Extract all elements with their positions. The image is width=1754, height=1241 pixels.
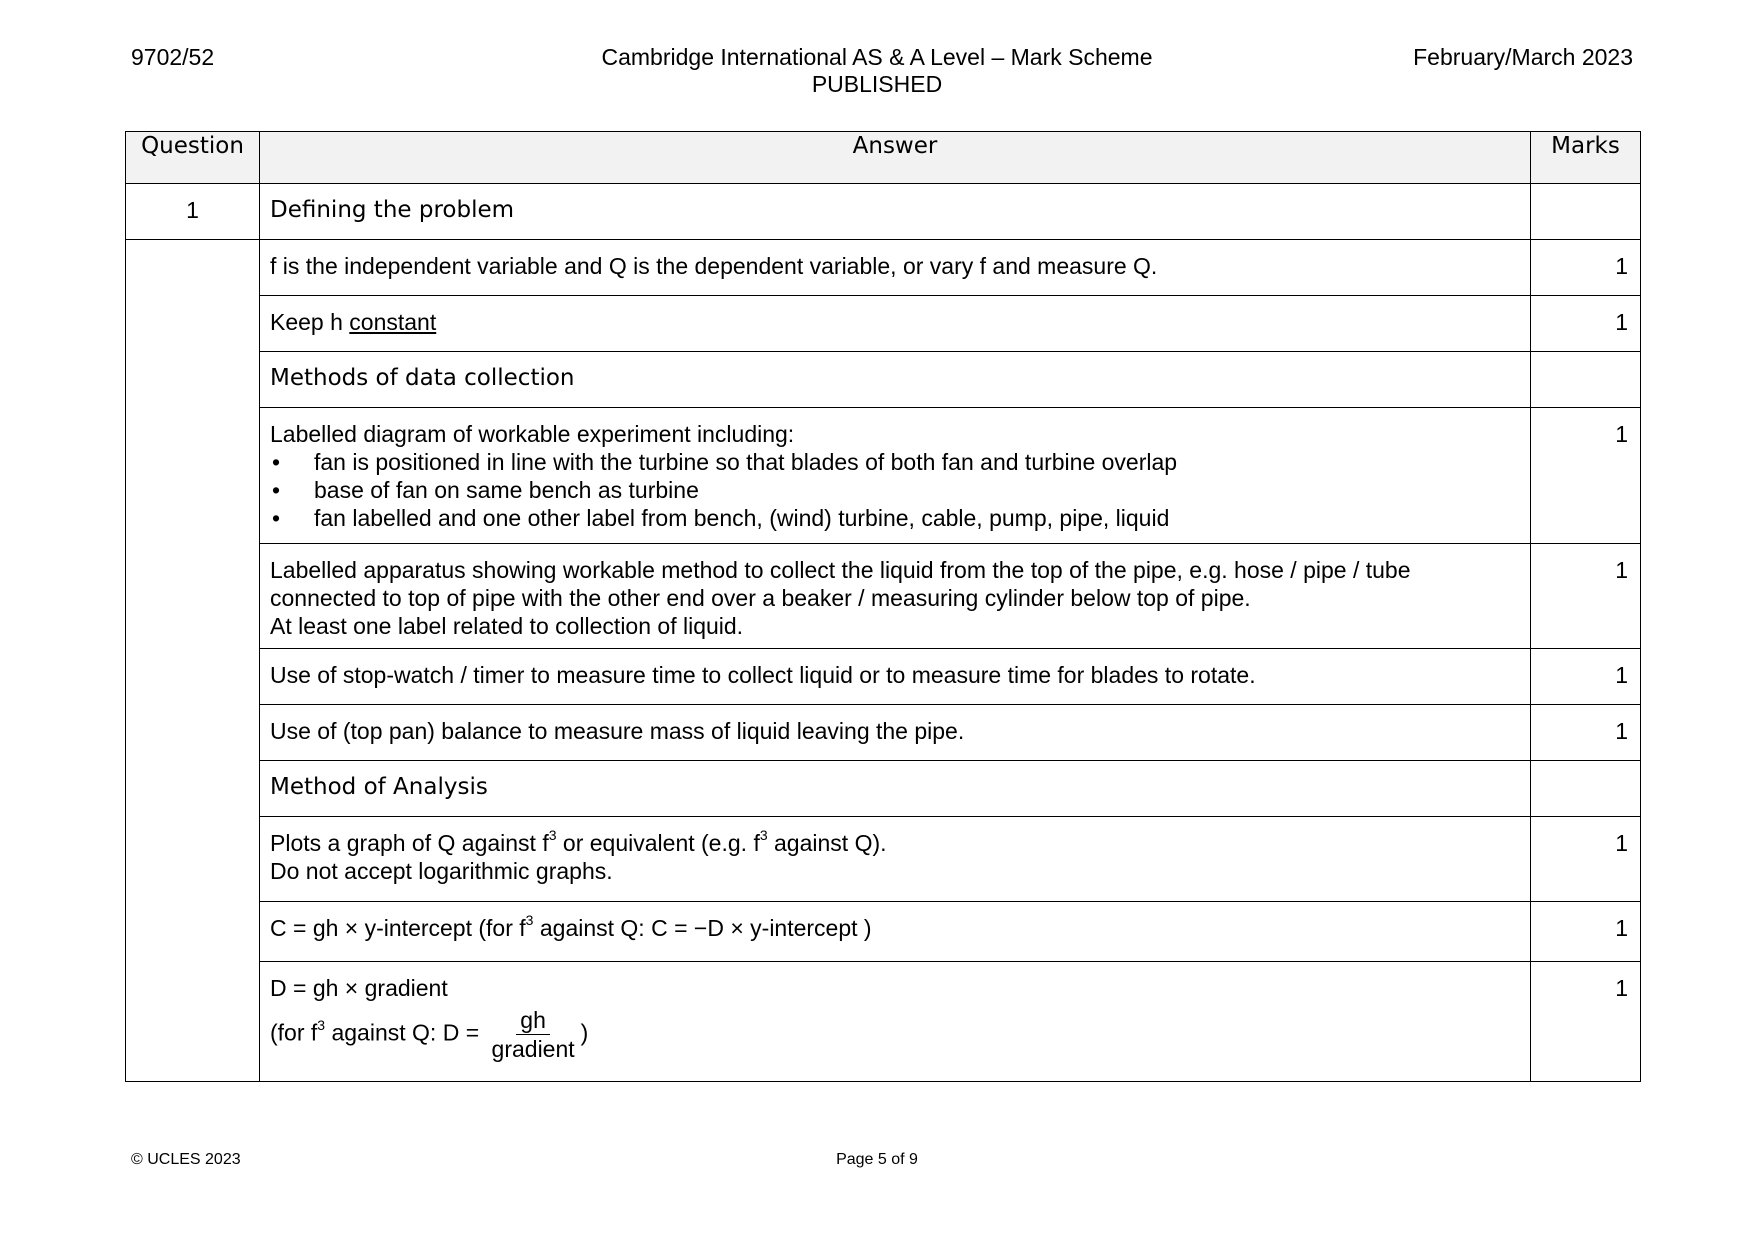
mark-value: 1 [1531,408,1641,544]
page-number: Page 5 of 9 [836,1151,918,1168]
underlined-term: constant [349,309,437,335]
mark-value: 1 [1531,817,1641,902]
table-row [126,184,1641,240]
question-column-header: Question [126,132,260,184]
table-header-row [126,132,1641,184]
list-item: • fan labelled and one other label from bench, (wind) turbine, cable, pump, pipe, liquid [270,504,1520,532]
mark-value: 1 [1531,240,1641,296]
answer-text [260,408,1531,544]
list-item: • fan is positioned in line with the turbine so that blades of both fan and turbine overlap [270,448,1520,476]
table-row [126,240,1641,296]
text-part: against Q: D = [325,1019,486,1046]
text-part: ) [580,1019,589,1046]
table-row [126,649,1641,705]
table-row [126,705,1641,761]
bullet-list [270,448,1520,532]
bullet-intro: Labelled diagram of workable experiment including: [270,421,795,447]
answer-text [260,296,1531,352]
paper-code: 9702/52 [131,44,215,70]
text-part: C = gh × y-intercept (for [270,915,520,941]
question-column-spacer [126,240,260,1082]
answer-text [260,817,1531,902]
mark-scheme-table [125,131,1641,1082]
mark-value: 1 [1531,705,1641,761]
table-row [126,962,1641,1082]
table-row [126,902,1641,962]
marks-cell-empty [1531,352,1641,408]
fraction-numerator: gh [516,1006,550,1035]
mark-value: 1 [1531,962,1641,1082]
symbol-f: f [753,830,760,856]
answer-text [260,902,1531,962]
answer-text: Use of stop-watch / timer to measure time to collect liquid or to measure time for blades to rotate. [260,649,1531,705]
title-line: Cambridge International AS & A Level – Mark Scheme [601,44,1153,70]
list-item: • base of fan on same bench as turbine [270,476,1520,504]
text-part: against Q: C = −D × y-intercept ) [533,915,872,941]
answer-text: Use of (top pan) balance to measure mass of liquid leaving the pipe. [260,705,1531,761]
exponent: 3 [548,827,557,844]
question-number: 1 [126,184,260,240]
answer-line: D = gh × gradient [270,975,448,1001]
answer-text [260,962,1531,1082]
answer-line: At least one label related to collection of liquid. [270,613,744,639]
table-row [126,544,1641,649]
marks-cell-empty [1531,184,1641,240]
answer-line: Labelled apparatus showing workable method to collect the liquid from the top of the pipe, e.g. hose / pipe / tube connected to top of pipe with the other end over a beaker / measuring cylinder below top of pipe. [270,557,1411,611]
table-row [126,296,1641,352]
section-heading-methods: Methods of data collection [260,352,1531,408]
symbol-q: Q [437,830,456,856]
marks-column-header: Marks [1531,132,1641,184]
exponent: 3 [317,1016,326,1033]
table-row [126,817,1641,902]
table-row [126,408,1641,544]
fraction-denominator: gradient [491,1036,575,1062]
mark-value: 1 [1531,296,1641,352]
table-row [126,352,1641,408]
answer-text: f is the independent variable and Q is the dependent variable, or vary f and measure Q. [260,240,1531,296]
answer-column-header: Answer [260,132,1531,184]
mark-value: 1 [1531,544,1641,649]
text-part: (for [270,1019,311,1046]
answer-line: Do not accept logarithmic graphs. [270,858,613,884]
exam-session: February/March 2023 [1413,44,1633,70]
marks-cell-empty [1531,761,1641,817]
text-part: Plots a graph of [270,830,438,856]
text-part: or equivalent (e.g. [556,830,754,856]
mark-value: 1 [1531,902,1641,962]
exponent: 3 [525,912,534,929]
answer-text [260,544,1531,649]
mark-value: 1 [1531,649,1641,705]
exponent: 3 [759,827,768,844]
section-heading-analysis: Method of Analysis [260,761,1531,817]
answer-line [270,1006,1520,1063]
symbol-f: f [542,830,549,856]
symbol-f: f [310,1019,318,1046]
text-part: against Q). [767,830,887,856]
answer-text-part: Keep h [270,309,350,335]
symbol-f: f [519,915,526,941]
published-label: PUBLISHED [811,71,943,97]
answer-line [270,829,1520,857]
copyright: © UCLES 2023 [131,1151,241,1168]
table-row [126,761,1641,817]
fraction [488,1006,579,1063]
text-part: against [455,830,543,856]
section-heading-defining: Defining the problem [260,184,1531,240]
